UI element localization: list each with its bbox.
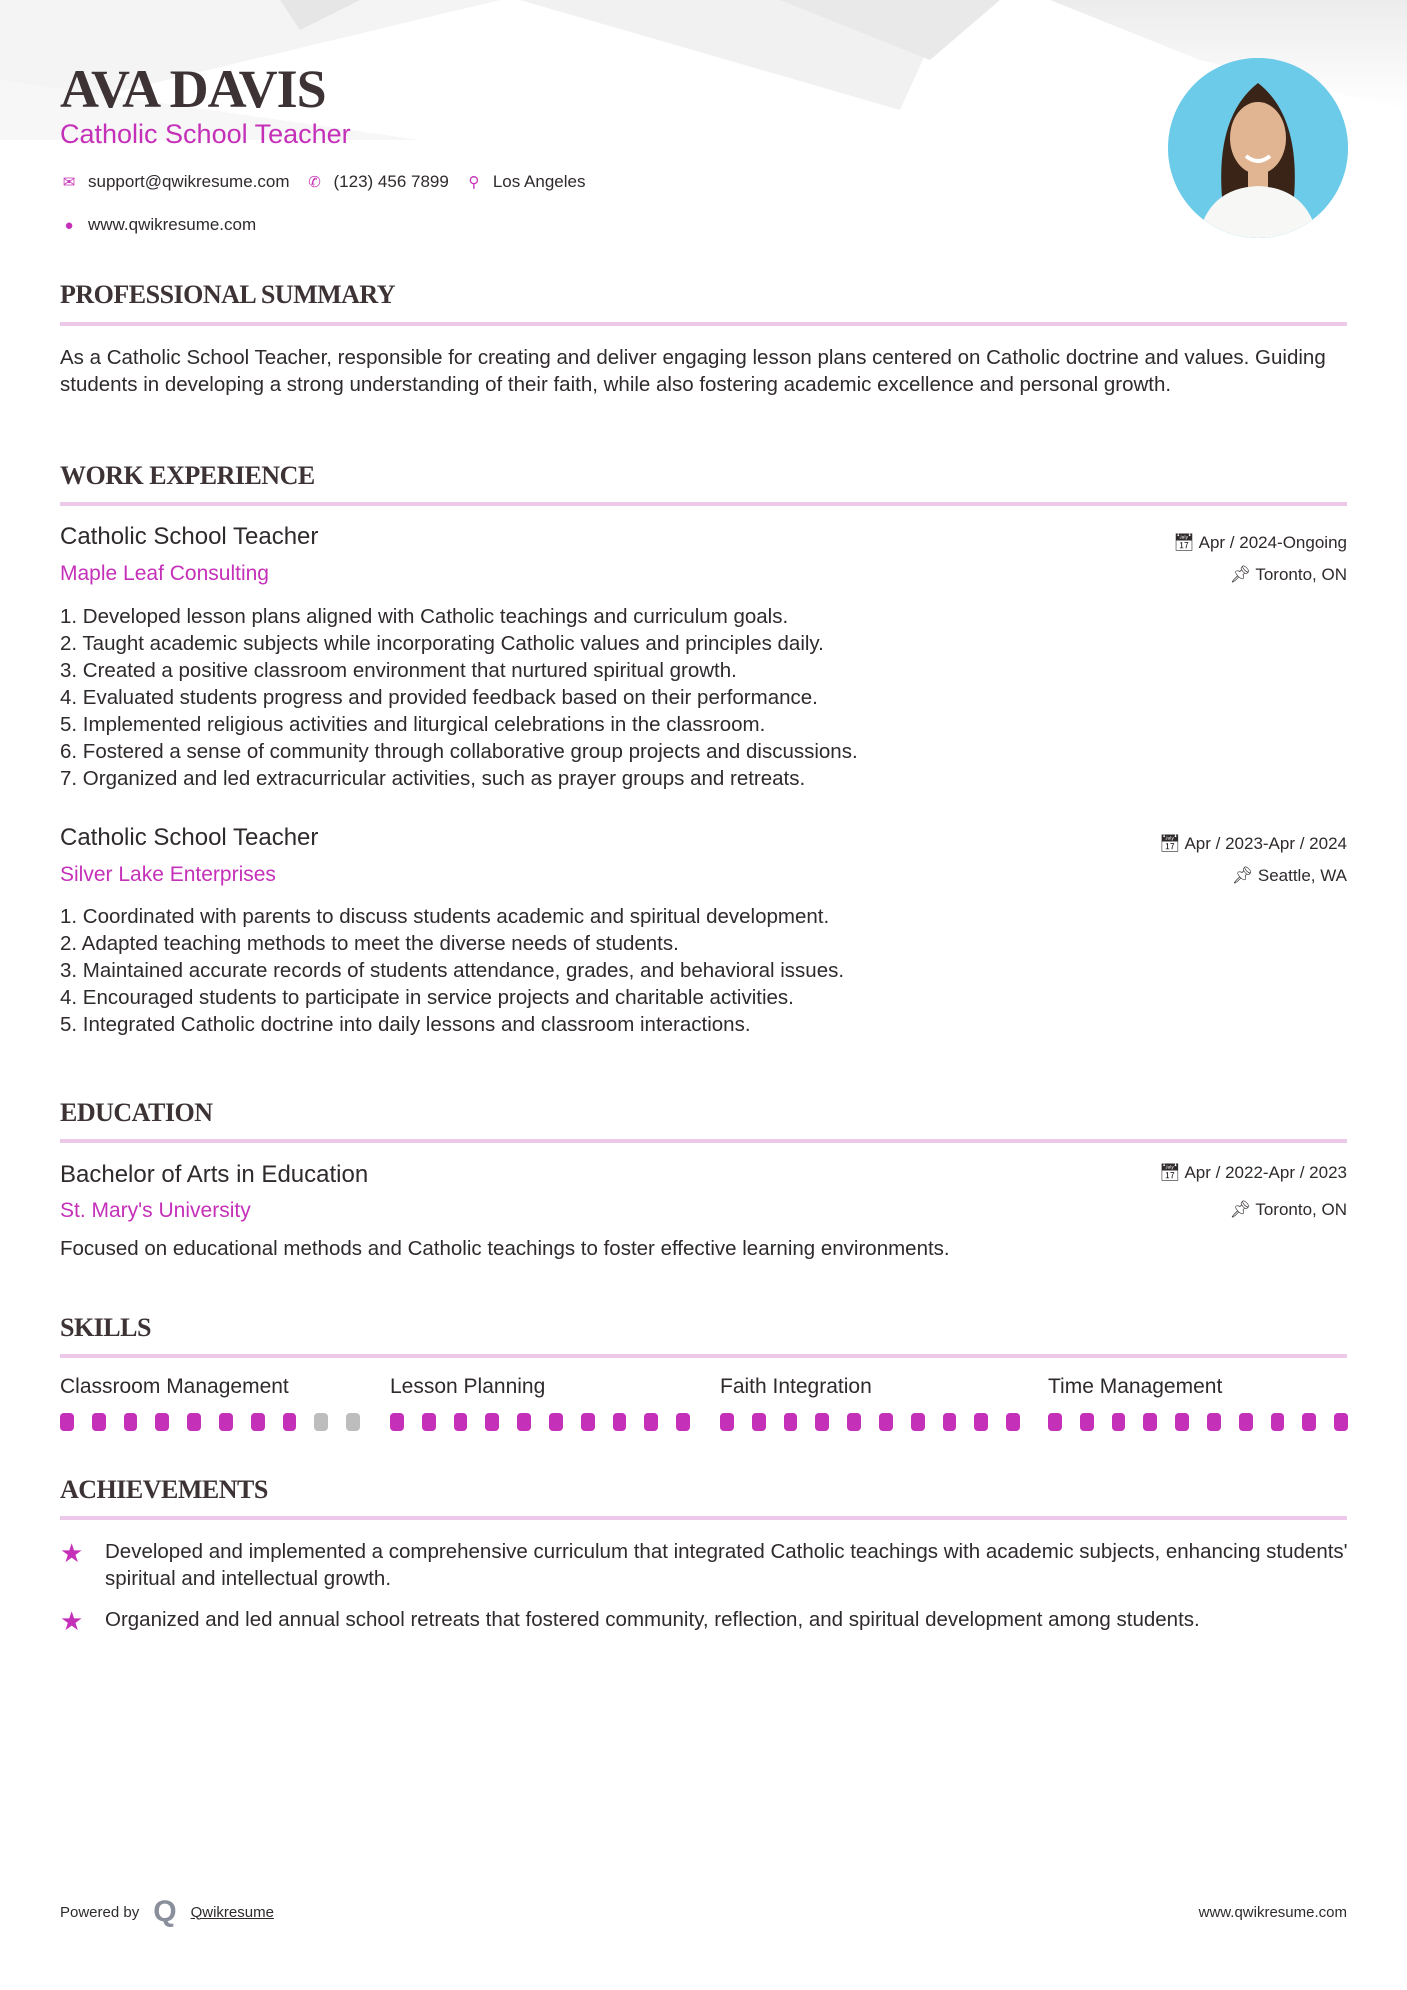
achievement-text: Developed and implemented a comprehensive curriculum that integrated Catholic teachings with academic subjects, enhancing students' spiritual and intellectual growth. — [105, 1540, 1348, 1590]
section-heading-education: EDUCATION — [60, 1098, 213, 1127]
rating-dot-filled — [517, 1413, 531, 1431]
list-item: 7. Organized and led extracurricular activities, such as prayer groups and retreats. — [60, 767, 806, 790]
education-location — [1229, 1200, 1347, 1220]
list-item: 5. Integrated Catholic doctrine into daily lessons and classroom interactions. — [60, 1013, 751, 1036]
qwikresume-link[interactable]: Qwikresume — [190, 1903, 274, 1921]
rating-dot-filled — [613, 1413, 627, 1431]
profile-photo — [1168, 58, 1348, 238]
rating-dot-filled — [720, 1413, 734, 1431]
candidate-title: Catholic School Teacher — [60, 119, 351, 149]
section-heading-skills: SKILLS — [60, 1313, 151, 1342]
rating-dot-filled — [1143, 1413, 1157, 1431]
rating-dot-filled — [485, 1413, 499, 1431]
rating-dot-filled — [155, 1413, 169, 1431]
skill-item — [390, 1375, 690, 1431]
section-heading-achievements: ACHIEVEMENTS — [60, 1475, 268, 1504]
rating-dot-filled — [187, 1413, 201, 1431]
job-date — [1159, 834, 1347, 854]
job-date — [1173, 533, 1347, 553]
section-divider — [60, 1354, 1347, 1358]
rating-dot-filled — [1112, 1413, 1126, 1431]
section-heading-summary: PROFESSIONAL SUMMARY — [60, 280, 396, 309]
calendar-icon: 📅︎ — [1159, 1163, 1185, 1182]
rating-dot-filled — [1302, 1413, 1316, 1431]
skill-rating — [390, 1413, 690, 1431]
skill-name: Faith Integration — [720, 1375, 872, 1398]
location-text: Los Angeles — [492, 172, 586, 191]
rating-dot-filled — [422, 1413, 436, 1431]
rating-dot-filled — [454, 1413, 468, 1431]
job-location — [1232, 866, 1347, 886]
job-company: Silver Lake Enterprises — [60, 863, 276, 886]
job-company: Maple Leaf Consulting — [60, 562, 269, 585]
list-item: 3. Maintained accurate records of students attendance, grades, and behavioral issues. — [60, 959, 845, 982]
skill-item — [60, 1375, 360, 1431]
rating-dot-filled — [1048, 1413, 1062, 1431]
powered-by-label: Powered by — [60, 1903, 140, 1921]
rating-dot-filled — [752, 1413, 766, 1431]
job-date-text: Apr / 2023-Apr / 2024 — [1184, 834, 1347, 853]
rating-dot-filled — [1207, 1413, 1221, 1431]
skill-rating — [720, 1413, 1020, 1431]
skill-name: Lesson Planning — [390, 1375, 546, 1398]
skill-item — [1048, 1375, 1348, 1431]
star-icon: ★ — [60, 1538, 84, 1568]
rating-dot-filled — [219, 1413, 233, 1431]
rating-dot-filled — [974, 1413, 988, 1431]
star-icon: ★ — [60, 1606, 84, 1636]
rating-dot-filled — [60, 1413, 74, 1431]
job-location-text: Toronto, ON — [1255, 565, 1347, 584]
school-name: St. Mary's University — [60, 1199, 251, 1222]
rating-dot-filled — [549, 1413, 563, 1431]
list-item: 1. Coordinated with parents to discuss students academic and spiritual development. — [60, 905, 830, 928]
envelope-icon: ✉ — [62, 174, 76, 191]
skill-rating — [60, 1413, 360, 1431]
phone-text: (123) 456 7899 — [333, 172, 449, 191]
job-title: Catholic School Teacher — [60, 523, 319, 550]
calendar-icon: 📅︎ — [1159, 834, 1185, 853]
rating-dot-filled — [676, 1413, 690, 1431]
rating-dot-filled — [879, 1413, 893, 1431]
contact-row — [60, 172, 585, 192]
achievement-text: Organized and led annual school retreats that fostered community, reflection, and spiritual development among students. — [105, 1608, 1200, 1631]
list-item: 2. Adapted teaching methods to meet the diverse needs of students. — [60, 932, 679, 955]
rating-dot-filled — [644, 1413, 658, 1431]
list-item: 4. Encouraged students to participate in service projects and charitable activities. — [60, 986, 794, 1009]
pushpin-icon: 📌︎ — [1229, 1200, 1256, 1219]
education-location-text: Toronto, ON — [1255, 1200, 1347, 1219]
degree-title: Bachelor of Arts in Education — [60, 1161, 369, 1188]
achievement-item — [60, 1538, 1350, 1592]
phone-icon: ✆ — [308, 174, 321, 191]
rating-dot-filled — [92, 1413, 106, 1431]
section-divider — [60, 1139, 1347, 1143]
list-item: 6. Fostered a sense of community through collaborative group projects and discussions. — [60, 740, 858, 763]
list-item: 4. Evaluated students progress and provided feedback based on their performance. — [60, 686, 818, 709]
section-heading-experience: WORK EXPERIENCE — [60, 461, 315, 490]
job-bullets — [60, 603, 1350, 792]
education-date — [1159, 1163, 1347, 1183]
footer-website[interactable]: www.qwikresume.com — [1198, 1904, 1347, 1921]
section-divider — [60, 502, 1347, 506]
rating-dot-filled — [815, 1413, 829, 1431]
candidate-name: AVA DAVIS — [60, 59, 326, 119]
rating-dot-filled — [1334, 1413, 1348, 1431]
calendar-icon: 📅︎ — [1173, 533, 1199, 552]
list-item: 5. Implemented religious activities and liturgical celebrations in the classroom. — [60, 713, 766, 736]
skill-rating — [1048, 1413, 1348, 1431]
job-title: Catholic School Teacher — [60, 824, 319, 851]
rating-dot-filled — [251, 1413, 265, 1431]
rating-dot-filled — [1271, 1413, 1285, 1431]
skill-name: Classroom Management — [60, 1375, 289, 1398]
pushpin-icon: 📌︎ — [1231, 866, 1258, 885]
rating-dot-filled — [911, 1413, 925, 1431]
rating-dot-empty — [346, 1413, 360, 1431]
qwikresume-logo-icon: Q — [153, 1895, 177, 1928]
achievement-item — [60, 1606, 1350, 1636]
location-pin-icon: ⚲ — [468, 174, 480, 191]
education-description: Focused on educational methods and Catholic teachings to foster effective learning environments. — [60, 1237, 950, 1260]
pushpin-icon: 📌︎ — [1229, 565, 1256, 584]
website-row — [60, 215, 256, 235]
website-link[interactable]: www.qwikresume.com — [88, 215, 257, 234]
education-date-text: Apr / 2022-Apr / 2023 — [1184, 1163, 1347, 1182]
section-divider — [60, 1516, 1347, 1520]
list-item: 1. Developed lesson plans aligned with Catholic teachings and curriculum goals. — [60, 605, 789, 628]
email-link[interactable]: support@qwikresume.com — [88, 172, 290, 191]
rating-dot-filled — [283, 1413, 297, 1431]
rating-dot-filled — [1080, 1413, 1094, 1431]
rating-dot-filled — [847, 1413, 861, 1431]
list-item: 2. Taught academic subjects while incorporating Catholic values and principles daily. — [60, 632, 824, 655]
list-item: 3. Created a positive classroom environment that nurtured spiritual growth. — [60, 659, 737, 682]
skill-item — [720, 1375, 1020, 1431]
rating-dot-filled — [1175, 1413, 1189, 1431]
rating-dot-filled — [943, 1413, 957, 1431]
skill-name: Time Management — [1048, 1375, 1223, 1398]
rating-dot-filled — [1006, 1413, 1020, 1431]
summary-text: As a Catholic School Teacher, responsible for creating and deliver engaging lesson plans centered on Catholic doctrine and values. Guiding students in developing a strong understanding of their faith, while also fostering academic excellence and personal growth. — [60, 346, 1326, 396]
rating-dot-empty — [314, 1413, 328, 1431]
rating-dot-filled — [1239, 1413, 1253, 1431]
section-divider — [60, 322, 1347, 326]
job-location-text: Seattle, WA — [1257, 866, 1347, 885]
rating-dot-filled — [784, 1413, 798, 1431]
job-date-text: Apr / 2024-Ongoing — [1198, 533, 1347, 552]
rating-dot-filled — [581, 1413, 595, 1431]
job-location — [1229, 565, 1347, 585]
rating-dot-filled — [124, 1413, 138, 1431]
globe-icon: ● — [64, 216, 74, 234]
footer-powered — [60, 1895, 274, 1928]
job-bullets — [60, 903, 1350, 1038]
rating-dot-filled — [390, 1413, 404, 1431]
